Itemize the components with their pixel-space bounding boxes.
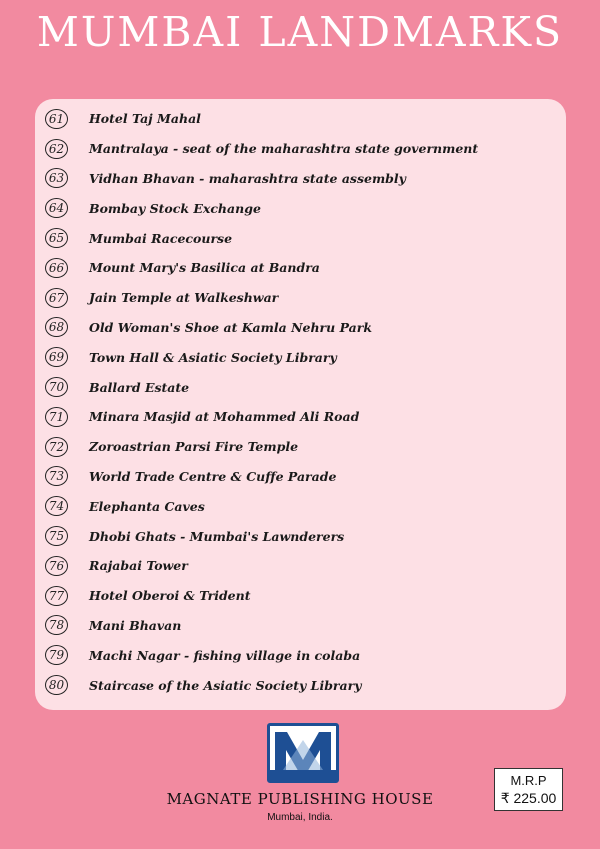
price-value: ₹ 225.00 xyxy=(500,790,557,806)
list-item xyxy=(45,581,478,611)
item-label: World Trade Centre & Cuffe Parade xyxy=(89,468,337,484)
list-item xyxy=(45,551,478,581)
item-number: 70 xyxy=(45,377,68,397)
item-number: 61 xyxy=(45,109,68,129)
item-label: Mount Mary's Basilica at Bandra xyxy=(89,260,320,276)
item-label: Zoroastrian Parsi Fire Temple xyxy=(89,439,299,455)
m-logo-icon xyxy=(270,726,336,780)
landmarks-panel xyxy=(35,99,566,710)
item-label: Bombay Stock Exchange xyxy=(89,200,261,216)
item-label: Old Woman's Shoe at Kamla Nehru Park xyxy=(89,319,372,335)
item-number: 76 xyxy=(45,556,68,576)
list-item xyxy=(45,253,478,283)
item-label: Ballard Estate xyxy=(89,379,190,395)
list-item xyxy=(45,372,478,402)
list-item xyxy=(45,462,478,492)
list-item xyxy=(45,640,478,670)
list-item xyxy=(45,104,478,134)
item-number: 80 xyxy=(45,675,68,695)
item-label: Hotel Oberoi & Trident xyxy=(89,588,251,604)
list-item xyxy=(45,223,478,253)
price-box xyxy=(494,768,563,811)
item-label: Machi Nagar - fishing village in colaba xyxy=(89,647,361,663)
item-label: Town Hall & Asiatic Society Library xyxy=(89,349,337,365)
item-label: Rajabai Tower xyxy=(89,558,188,574)
item-number: 77 xyxy=(45,586,68,606)
list-item xyxy=(45,313,478,343)
list-item xyxy=(45,193,478,223)
list-item xyxy=(45,342,478,372)
item-number: 65 xyxy=(45,228,68,248)
item-label: Vidhan Bhavan - maharashtra state assembly xyxy=(89,170,406,186)
list-item xyxy=(45,432,478,462)
list-item xyxy=(45,670,478,700)
item-label: Elephanta Caves xyxy=(89,498,205,514)
item-number: 72 xyxy=(45,437,68,457)
item-label: Minara Masjid at Mohammed Ali Road xyxy=(89,409,360,425)
item-label: Jain Temple at Walkeshwar xyxy=(89,290,279,306)
item-number: 69 xyxy=(45,347,68,367)
item-number: 66 xyxy=(45,258,68,278)
mrp-label: M.R.P xyxy=(510,773,547,788)
item-number: 63 xyxy=(45,168,68,188)
item-label: Dhobi Ghats - Mumbai's Lawnderers xyxy=(89,528,345,544)
item-number: 67 xyxy=(45,288,68,308)
item-number: 73 xyxy=(45,466,68,486)
item-number: 62 xyxy=(45,139,68,159)
item-label: Staircase of the Asiatic Society Library xyxy=(89,677,362,693)
item-number: 78 xyxy=(45,615,68,635)
landmarks-list xyxy=(45,104,478,700)
list-item xyxy=(45,283,478,313)
list-item xyxy=(45,491,478,521)
item-number: 75 xyxy=(45,526,68,546)
item-number: 79 xyxy=(45,645,68,665)
list-item xyxy=(45,611,478,641)
item-number: 68 xyxy=(45,317,68,337)
list-item xyxy=(45,521,478,551)
item-label: Mantralaya - seat of the maharashtra state government xyxy=(89,141,479,157)
list-item xyxy=(45,164,478,194)
publisher-name: MAGNATE PUBLISHING HOUSE xyxy=(166,790,434,808)
list-item xyxy=(45,402,478,432)
page-title: MUMBAI LANDMARKS xyxy=(36,8,564,56)
publisher-city: Mumbai, India. xyxy=(267,812,333,823)
list-item xyxy=(45,134,478,164)
item-label: Mumbai Racecourse xyxy=(89,230,233,246)
item-number: 64 xyxy=(45,198,68,218)
item-label: Mani Bhavan xyxy=(89,617,182,633)
item-number: 74 xyxy=(45,496,68,516)
item-number: 71 xyxy=(45,407,68,427)
item-label: Hotel Taj Mahal xyxy=(89,111,201,127)
publisher-logo xyxy=(267,723,339,783)
